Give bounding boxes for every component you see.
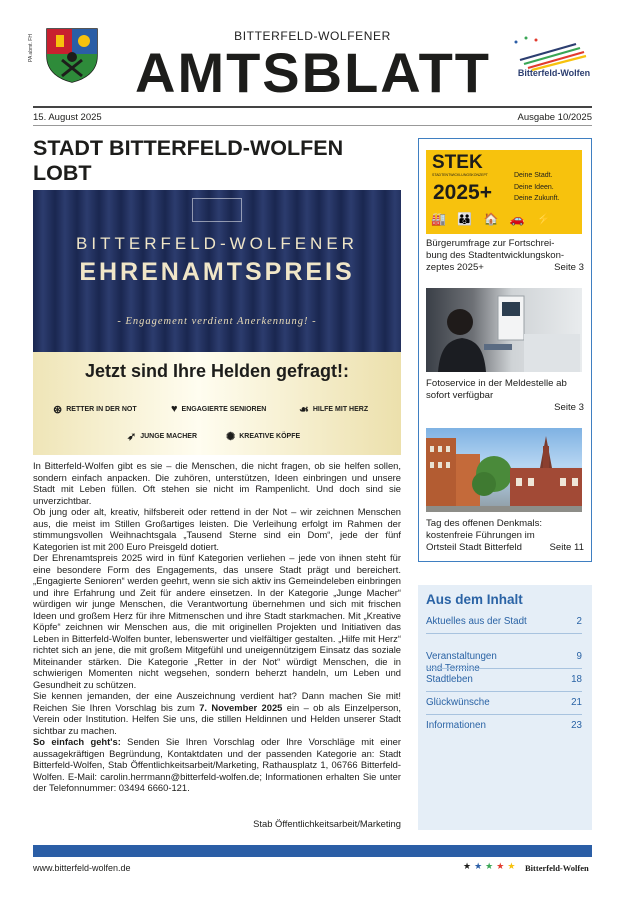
teaser-caption-line: Bürgerumfrage zur Fortschrei- — [426, 238, 555, 249]
contents-item-label: Informationen — [426, 720, 486, 731]
poster-category — [53, 403, 137, 416]
poster-crest-icon — [192, 198, 242, 222]
footer-brand: Bitterfeld-Wolfen — [525, 863, 589, 873]
footer-url[interactable]: www.bitterfeld-wolfen.de — [33, 863, 131, 873]
contents-title: Aus dem Inhalt — [426, 592, 523, 607]
stek-subtitle: STADTENTWICKLUNGSKONZEPT — [432, 173, 488, 177]
star-icon: ★ — [463, 861, 475, 871]
poster-line-1: BITTERFELD-WOLFENER — [76, 234, 358, 253]
ehrenamtspreis-poster — [33, 190, 401, 455]
stek-title: STEK — [432, 152, 483, 173]
heart-icon: ♥ — [171, 403, 178, 415]
star-icon: ★ — [474, 861, 486, 871]
city-logo-text: Bitterfeld-Wolfen — [517, 68, 591, 78]
contents-item-page: 9 — [576, 651, 582, 662]
contents-item-label: Aktuelles aus der Stadt — [426, 616, 527, 627]
paragraph-text: ein – ob als Einzelperson, Verein oder Institution. Helfen Sie uns, die stillen Heldinnen und Helden unserer Stadt sichtbar zu machen. — [33, 701, 402, 736]
article-body — [33, 460, 401, 794]
article-paragraph: Ob jung oder alt, kreativ, hilfsbereit oder rettend in der Not – wir zeichnen Menschen aus, die meist im Stillen Großartiges leisten. Die Verleihung erfolgt im Rahmen der stimmungsvollen Weihnachtsgala „Tausend Sterne sind ein Dom“, jede der fünf Kategorien ist mit 200 Euro Preisgeld dotiert. — [33, 506, 401, 552]
article-paragraph — [33, 690, 401, 736]
deadline-text: 7. November 2025 — [199, 701, 283, 713]
stek-slogan-line: Deine Ideen. — [514, 183, 554, 191]
lightbulb-icon: ✺ — [226, 431, 236, 443]
poster-category — [226, 430, 300, 443]
contents-item-page: 18 — [571, 674, 582, 685]
contents-item-label: Glückwünsche — [426, 697, 490, 708]
teaser-caption-line: Tag des offenen Denkmals: — [426, 518, 543, 529]
poster-category-label: JUNGE MACHER — [140, 433, 198, 440]
life-ring-icon: ⊛ — [53, 404, 63, 416]
paragraph-text: Senden Sie Ihren Vorschlag oder Ihre Vorschläge mit einer aussagekräftigen Begründung, Kontaktdaten und der passenden Kategorie an: Stadt Bitterfeld-Wolfen, Stab Öffentlichkeitsarbeit/Marketing, Rathausplatz 1, 06766 Bitterfeld-Wolfen. E-Mail: carolin.herrmann@bitterfeld-wolfen.de; Informationen erhalten Sie unter der Telefonnummer: 03494 6660-121. — [33, 736, 401, 793]
poster-category-label: RETTER IN DER NOT — [66, 406, 137, 413]
contents-item[interactable] — [426, 697, 582, 709]
footer-bar — [33, 845, 592, 857]
footer-stars — [463, 861, 518, 872]
article-signature: Stab Öffentlichkeitsarbeit/Marketing — [253, 818, 401, 829]
poster-line-2: EHRENAMTSPREIS — [79, 258, 355, 286]
masthead-subtitle: BITTERFELD-WOLFENER — [234, 29, 391, 43]
contents-item-label: Stadtleben — [426, 674, 473, 685]
poster-category — [127, 430, 197, 443]
contents-item-page: 21 — [571, 697, 582, 708]
stek-slogan — [514, 170, 560, 205]
photo-service-icon — [426, 288, 582, 372]
poster-category-label: ENGAGIERTE SENIOREN — [181, 405, 267, 413]
star-icon: ★ — [507, 861, 519, 871]
contents-item-page: 2 — [576, 616, 582, 627]
contents-item-label: Veranstaltungen — [426, 651, 497, 662]
issue-number: Ausgabe 10/2025 — [517, 112, 592, 123]
contents-divider — [426, 668, 582, 669]
headline-line-1: STADT BITTERFELD-WOLFEN LOBT — [33, 136, 344, 185]
instruction-heading: So einfach geht's: — [33, 736, 121, 747]
teaser-caption-line: Ortsteil Stadt Bitterfeld — [426, 541, 522, 553]
contents-item[interactable] — [426, 639, 582, 663]
masthead-title: AMTSBLATT — [135, 41, 491, 104]
teaser-caption[interactable] — [426, 378, 584, 402]
teaser-caption-line: sofort verfügbar — [426, 389, 494, 401]
teaser-page[interactable]: Seite 3 — [554, 402, 584, 413]
teaser-caption-line: Fotoservice in der Meldestelle ab — [426, 378, 567, 389]
poster-call: Jetzt sind Ihre Helden gefragt!: — [84, 361, 350, 381]
hands-icon: ☙ — [299, 404, 309, 416]
coat-of-arms-icon — [44, 26, 100, 84]
article-paragraph: Der Ehrenamtspreis 2025 wird in fünf Kategorien verliehen – jede von ihnen steht für eine besondere Form des Engagements, das unsere Stadt prägt und bereichert. „Engagierte Senioren“ werden geehrt, wenn sie sich aktiv ins Gemeindeleben einbringen und ihre Erfahrung und Zeit für andere einsetzen. In der Kategorie „Junge Macher“ würdigen wir junge Menschen, die Verantwortung übernehmen und sich mit frischen Ideen und großem Herz für ihre Mitmenschen und ihre Stadt starkmachen. Mit „Kreative Köpfe“ zeichnen wir Menschen aus, die mit originellen Projekten und Initiativen das Leben in Bitterfeld-Wolfen bunter, lebenswerter und vielfältiger gestalten. „Hilfe mit Herz“ richtet sich an jene, die mit großem Mitgefühl und uneigennützigem Einsatz das soziale Miteinander stärken. Die Kategorie „Retter in der Not“ würdigt Menschen, die in schwierigen Momenten nicht wegsehen, sondern beherzt handeln, um Leben und Gesundheit zu schützen. — [33, 552, 401, 690]
star-icon: ★ — [485, 861, 497, 871]
poster-category — [299, 403, 368, 416]
stek-slogan-line: Deine Zukunft. — [514, 195, 560, 202]
poster-category-label: KREATIVE KÖPFE — [239, 433, 301, 440]
monument-day-icon — [426, 428, 582, 512]
contents-divider — [426, 691, 582, 692]
poster-motto: - Engagement verdient Anerkennung! - — [117, 316, 317, 327]
paragraph-text: Sie kennen jemanden, der eine Auszeichnung verdient hat? Dann machen Sie mit! Reichen Sie Ihren Vorschlag bis zum — [33, 690, 401, 713]
postage-label: PA abmt. FH — [28, 34, 34, 62]
contents-item[interactable] — [426, 720, 582, 732]
article-paragraph: In Bitterfeld-Wolfen gibt es sie – die Menschen, die nicht fragen, ob sie helfen sollen, sondern einfach anpacken. Die zuhören, unterstützen, Ideen einbringen und unsere Stadt mit Leben füllen. Oft stehen sie nicht im Rampenlicht. Und doch sind sie unverzichtbar. — [33, 460, 401, 506]
teaser-caption-line: zeptes 2025+ — [426, 261, 484, 273]
monument-day-image[interactable] — [426, 428, 582, 512]
rocket-icon: ➶ — [127, 431, 137, 443]
stek-icons: 🏭 👪 🏠 🚗 ⚡ — [431, 212, 556, 226]
photo-service-image[interactable] — [426, 288, 582, 372]
masthead-divider — [33, 106, 592, 108]
teaser-page[interactable]: Seite 11 — [549, 542, 584, 553]
stek-slogan-line: Deine Stadt. — [514, 172, 553, 179]
teaser-caption-line: bung des Stadtentwicklungskon- — [426, 249, 565, 261]
star-icon: ★ — [496, 861, 508, 871]
article-paragraph — [33, 736, 401, 794]
poster-category — [171, 403, 266, 415]
contents-divider — [426, 633, 582, 634]
poster-category-label: HILFE MIT HERZ — [312, 406, 369, 413]
stek-year: 2025+ — [433, 181, 492, 204]
contents-item[interactable] — [426, 674, 582, 686]
contents-item-page: 23 — [571, 720, 582, 731]
contents-item[interactable] — [426, 616, 582, 628]
contents-divider — [426, 714, 582, 715]
teaser-caption-line: kostenfreie Führungen im — [426, 529, 535, 541]
teaser-page[interactable]: Seite 3 — [554, 262, 584, 273]
masthead-divider-thin — [33, 125, 592, 126]
issue-date: 15. August 2025 — [33, 112, 102, 123]
